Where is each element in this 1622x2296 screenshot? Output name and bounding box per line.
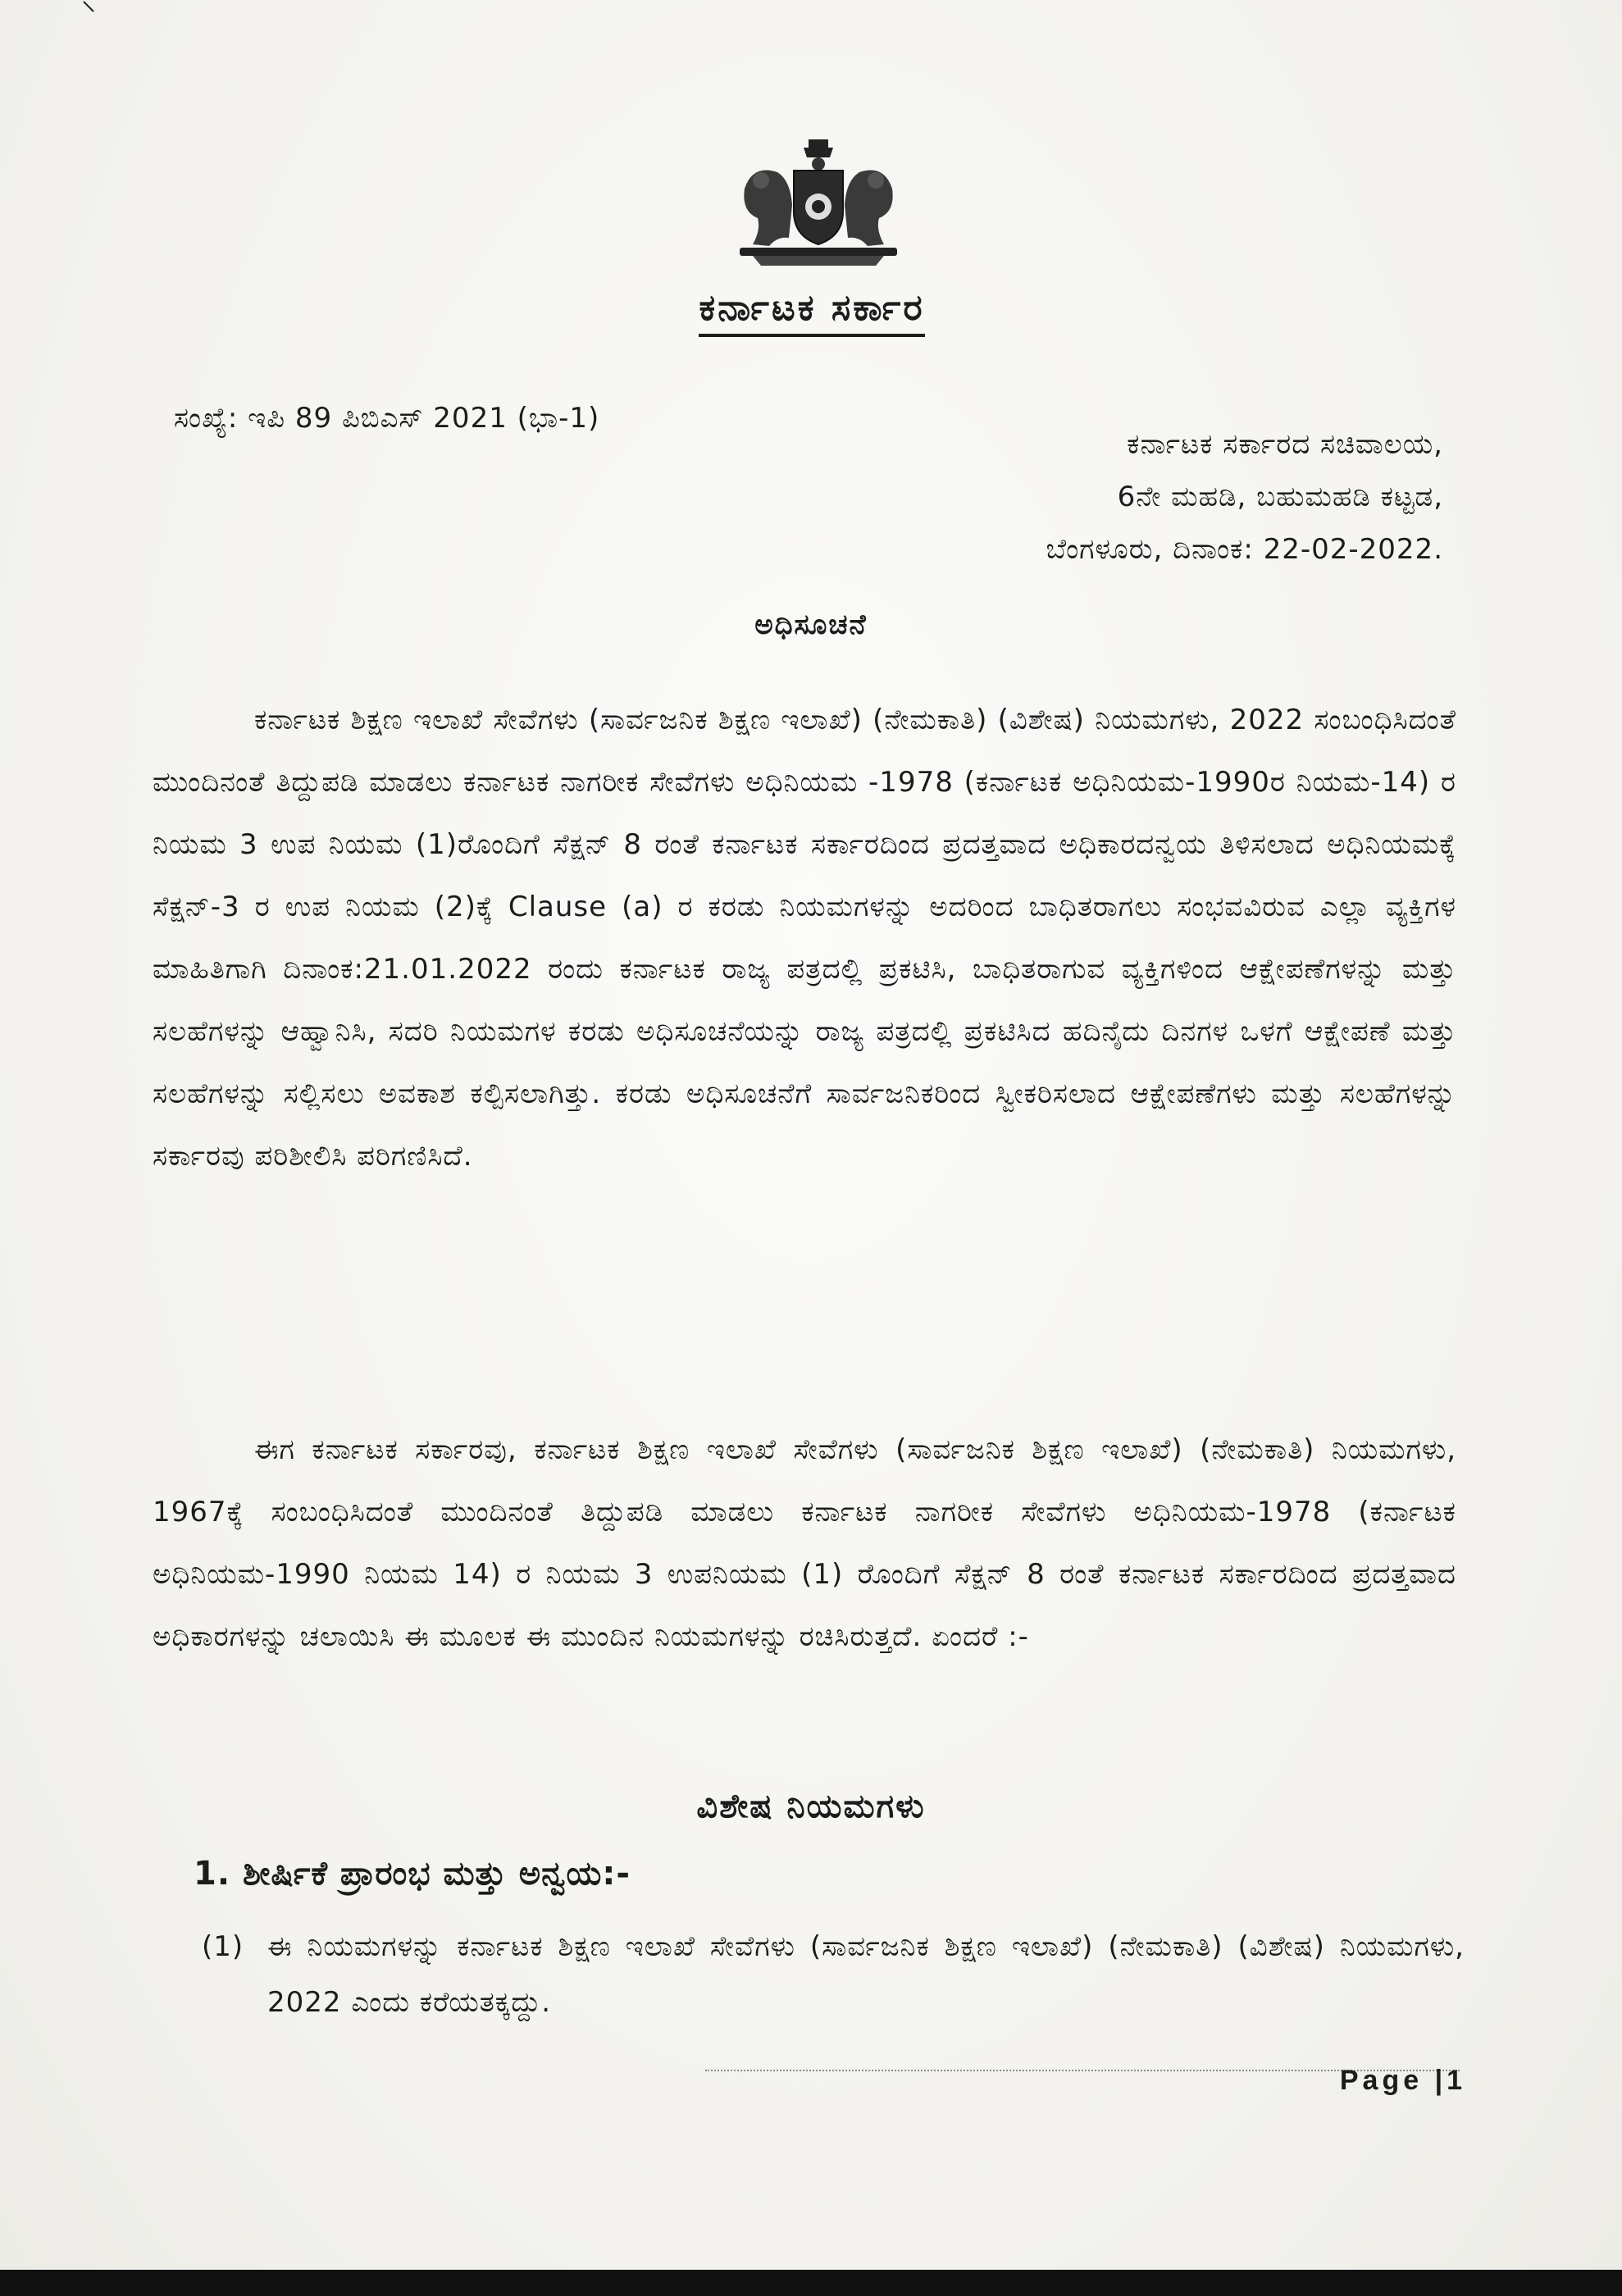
address-line: ಬೆಂಗಳೂರು, ದಿನಾಂಕ: 22-02-2022. [1046, 533, 1443, 566]
notification-paragraph-2: ಈಗ ಕರ್ನಾಟಕ ಸರ್ಕಾರವು, ಕರ್ನಾಟಕ ಶಿಕ್ಷಣ ಇಲಾಖೆ ಸೇವೆಗಳು (ಸಾರ್ವಜನಿಕ ಶಿಕ್ಷಣ ಇಲಾಖೆ) (ನೇಮಕಾತಿ) ನಿಯಮಗಳು, 1967ಕ್ಕೆ ಸಂಬಂಧಿಸಿದಂತೆ ಮುಂದಿನಂತೆ ತಿದ್ದುಪಡಿ ಮಾಡಲು ಕರ್ನಾಟಕ ನಾಗರೀಕ ಸೇವೆಗಳು ಅಧಿನಿಯಮ-1978 (ಕರ್ನಾಟಕ ಅಧಿನಿಯಮ-1990 ನಿಯಮ 14) ರ ನಿಯಮ 3 ಉಪನಿಯಮ (1) ರೊಂದಿಗೆ ಸೆಕ್ಷನ್ 8 ರಂತೆ ಕರ್ನಾಟಕ ಸರ್ಕಾರದಿಂದ ಪ್ರದತ್ತವಾದ ಅಧಿಕಾರಗಳನ್ನು ಚಲಾಯಿಸಿ ಈ ಮೂಲಕ ಈ ಮುಂದಿನ ನಿಯಮಗಳನ್ನು ರಚಿಸಿರುತ್ತದೆ. ಏಂದರೆ :- [153, 1433, 1456, 1653]
address-line: 6ನೇ ಮಹಡಿ, ಬಹುಮಹಡಿ ಕಟ್ಟಡ, [1117, 481, 1443, 513]
special-rules-heading: ವಿಶೇಷ ನಿಯಮಗಳು [696, 1788, 926, 1825]
section-1-title: 1. ಶೀರ್ಷಿಕೆ ಪ್ರಾರಂಭ ಮತ್ತು ಅನ್ವಯ:- [194, 1855, 631, 1893]
pen-mark [82, 0, 115, 33]
government-title [574, 287, 1050, 329]
notification-paragraph-1: ಕರ್ನಾಟಕ ಶಿಕ್ಷಣ ಇಲಾಖೆ ಸೇವೆಗಳು (ಸಾರ್ವಜನಿಕ ಶಿಕ್ಷಣ ಇಲಾಖೆ) (ನೇಮಕಾತಿ) (ವಿಶೇಷ) ನಿಯಮಗಳು, 2022 ಸಂಬಂಧಿಸಿದಂತೆ ಮುಂದಿನಂತೆ ತಿದ್ದುಪಡಿ ಮಾಡಲು ಕರ್ನಾಟಕ ನಾಗರೀಕ ಸೇವೆಗಳು ಅಧಿನಿಯಮ -1978 (ಕರ್ನಾಟಕ ಅಧಿನಿಯಮ-1990ರ ನಿಯಮ-14) ರ ನಿಯಮ 3 ಉಪ ನಿಯಮ (1)ರೊಂದಿಗೆ ಸೆಕ್ಷನ್ 8 ರಂತೆ ಕರ್ನಾಟಕ ಸರ್ಕಾರದಿಂದ ಪ್ರದತ್ತವಾದ ಅಧಿಕಾರದನ್ವಯ ತಿಳಿಸಲಾದ ಅಧಿನಿಯಮಕ್ಕೆ ಸೆಕ್ಷನ್-3 ರ ಉಪ ನಿಯಮ (2)ಕ್ಕೆ Clause (a) ರ ಕರಡು ನಿಯಮಗಳನ್ನು ಅದರಿಂದ ಬಾಧಿತರಾಗಲು ಸಂಭವವಿರುವ ಎಲ್ಲಾ ವ್ಯಕ್ತಿಗಳ ಮಾಹಿತಿಗಾಗಿ ದಿನಾಂಕ:21.01.2022 ರಂದು ಕರ್ನಾಟಕ ರಾಜ್ಯ ಪತ್ರದಲ್ಲಿ ಪ್ರಕಟಿಸಿ, ಬಾಧಿತರಾಗುವ ವ್ಯಕ್ತಿಗಳಿಂದ ಆಕ್ಷೇಪಣೆಗಳನ್ನು ಮತ್ತು ಸಲಹೆಗಳನ್ನು ಆಹ್ವಾನಿಸಿ, ಸದರಿ ನಿಯಮಗಳ ಕರಡು ಅಧಿಸೂಚನೆಯನ್ನು ರಾಜ್ಯ ಪತ್ರದಲ್ಲಿ ಪ್ರಕಟಿಸಿದ ಹದಿನೈದು ದಿನಗಳ ಒಳಗೆ ಆಕ್ಷೇಪಣೆ ಮತ್ತು ಸಲಹೆಗಳನ್ನು ಸಲ್ಲಿಸಲು ಅವಕಾಶ ಕಲ್ಪಿಸಲಾಗಿತ್ತು. ಕರಡು ಅಧಿಸೂಚನೆಗೆ ಸಾರ್ವಜನಿಕರಿಂದ ಸ್ವೀಕರಿಸಲಾದ ಆಕ್ಷೇಪಣೆಗಳು ಮತ್ತು ಸಲಹೆಗಳನ್ನು ಸರ್ಕಾರವು ಪರಿಶೀಲಿಸಿ ಪರಿಗಣಿಸಿದೆ. [153, 704, 1456, 1173]
notification-heading: ಅಧಿಸೂಚನೆ [754, 608, 868, 641]
clause-number: (1) [202, 1930, 244, 1963]
address-line: ಕರ್ನಾಟಕ ಸರ್ಕಾರದ ಸಚಿವಾಲಯ, [1127, 428, 1443, 461]
clause-text: ಈ ನಿಯಮಗಳನ್ನು ಕರ್ನಾಟಕ ಶಿಕ್ಷಣ ಇಲಾಖೆ ಸೇವೆಗಳು (ಸಾರ್ವಜನಿಕ ಶಿಕ್ಷಣ ಇಲಾಖೆ) (ನೇಮಕಾತಿ) (ವಿಶೇಷ) ನಿಯಮಗಳು, 2022 ಎಂದು ಕರೆಯತಕ್ಕದ್ದು. [267, 1930, 1465, 2019]
karnataka-emblem-icon [728, 139, 909, 271]
office-address [1046, 418, 1444, 576]
reference-number: ಸಂಖ್ಯೆ: ಇಪಿ 89 ಪಿಬಿಎಸ್ 2021 (ಭಾ-1) [174, 402, 600, 435]
scan-edge-band [0, 2270, 1622, 2296]
page-number: Page |1 [1339, 2065, 1466, 2096]
clause-1 [202, 1919, 1465, 2030]
government-title-text: ಕರ್ನಾಟಕ ಸರ್ಕಾರ [699, 287, 924, 337]
